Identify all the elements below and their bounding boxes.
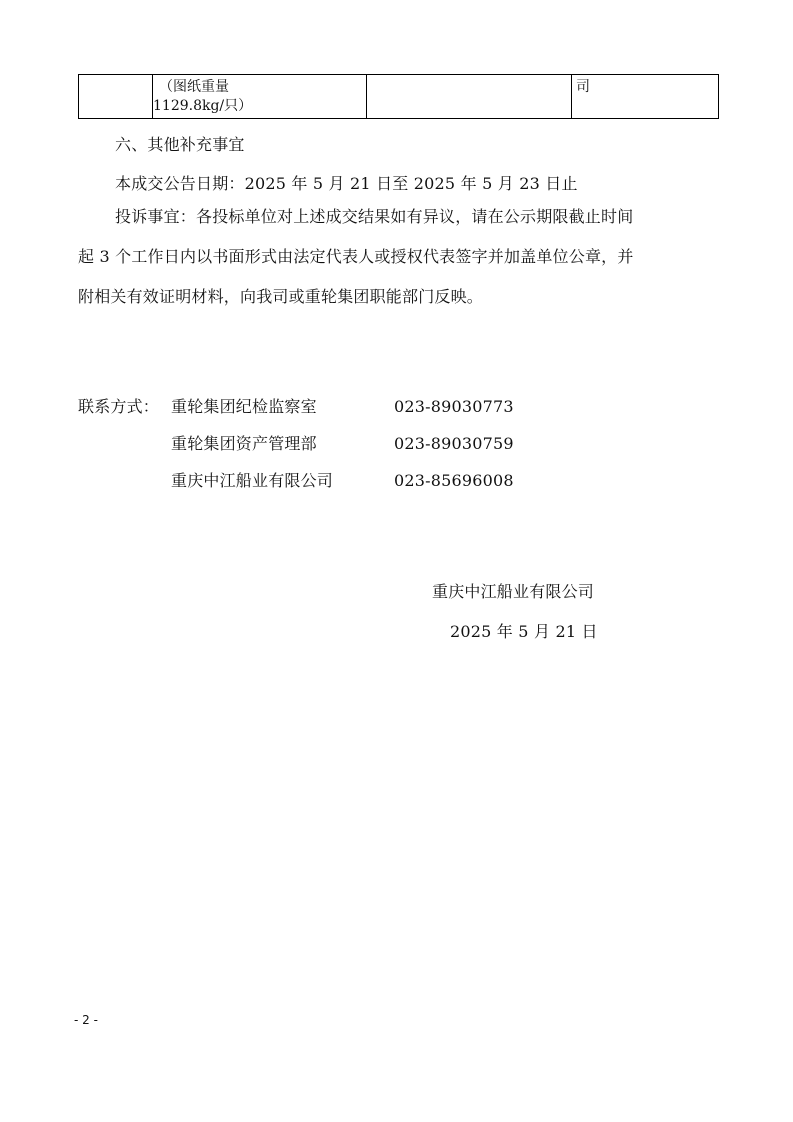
table-cell-company bbox=[572, 75, 718, 118]
drawing-weight-value: 1129.8kg/只） bbox=[153, 98, 253, 114]
table-fragment bbox=[78, 74, 719, 119]
table-cell-empty bbox=[79, 75, 153, 118]
drawing-weight-label: （图纸重量 bbox=[159, 79, 229, 95]
contact-phone: 023-89030759 bbox=[394, 434, 514, 453]
contact-name: 重轮集团纪检监察室 bbox=[171, 397, 317, 416]
announcement-date: 本成交公告日期：2025 年 5 月 21 日至 2025 年 5 月 23 日止 bbox=[115, 174, 578, 193]
contact-phone: 023-85696008 bbox=[394, 471, 514, 490]
signature-date: 2025 年 5 月 21 日 bbox=[450, 622, 598, 641]
contact-name: 重庆中江船业有限公司 bbox=[171, 471, 334, 490]
company-suffix-text: 司 bbox=[576, 79, 590, 95]
contact-name: 重轮集团资产管理部 bbox=[171, 434, 317, 453]
contact-phone: 023-89030773 bbox=[394, 397, 514, 416]
contact-label: 联系方式： bbox=[78, 397, 160, 416]
signature-organization: 重庆中江船业有限公司 bbox=[432, 582, 595, 601]
complaint-line-3: 附相关有效证明材料，向我司或重轮集团职能部门反映。 bbox=[78, 287, 484, 306]
section-heading: 六、其他补充事宜 bbox=[115, 135, 245, 154]
table-cell-weight bbox=[153, 75, 367, 118]
page-number: - 2 - bbox=[74, 1013, 98, 1027]
complaint-line-2: 起 3 个工作日内以书面形式由法定代表人或授权代表签字并加盖单位公章，并 bbox=[78, 247, 634, 266]
table-cell-blank bbox=[367, 75, 572, 118]
complaint-line-1: 投诉事宜：各投标单位对上述成交结果如有异议，请在公示期限截止时间 bbox=[115, 207, 634, 226]
